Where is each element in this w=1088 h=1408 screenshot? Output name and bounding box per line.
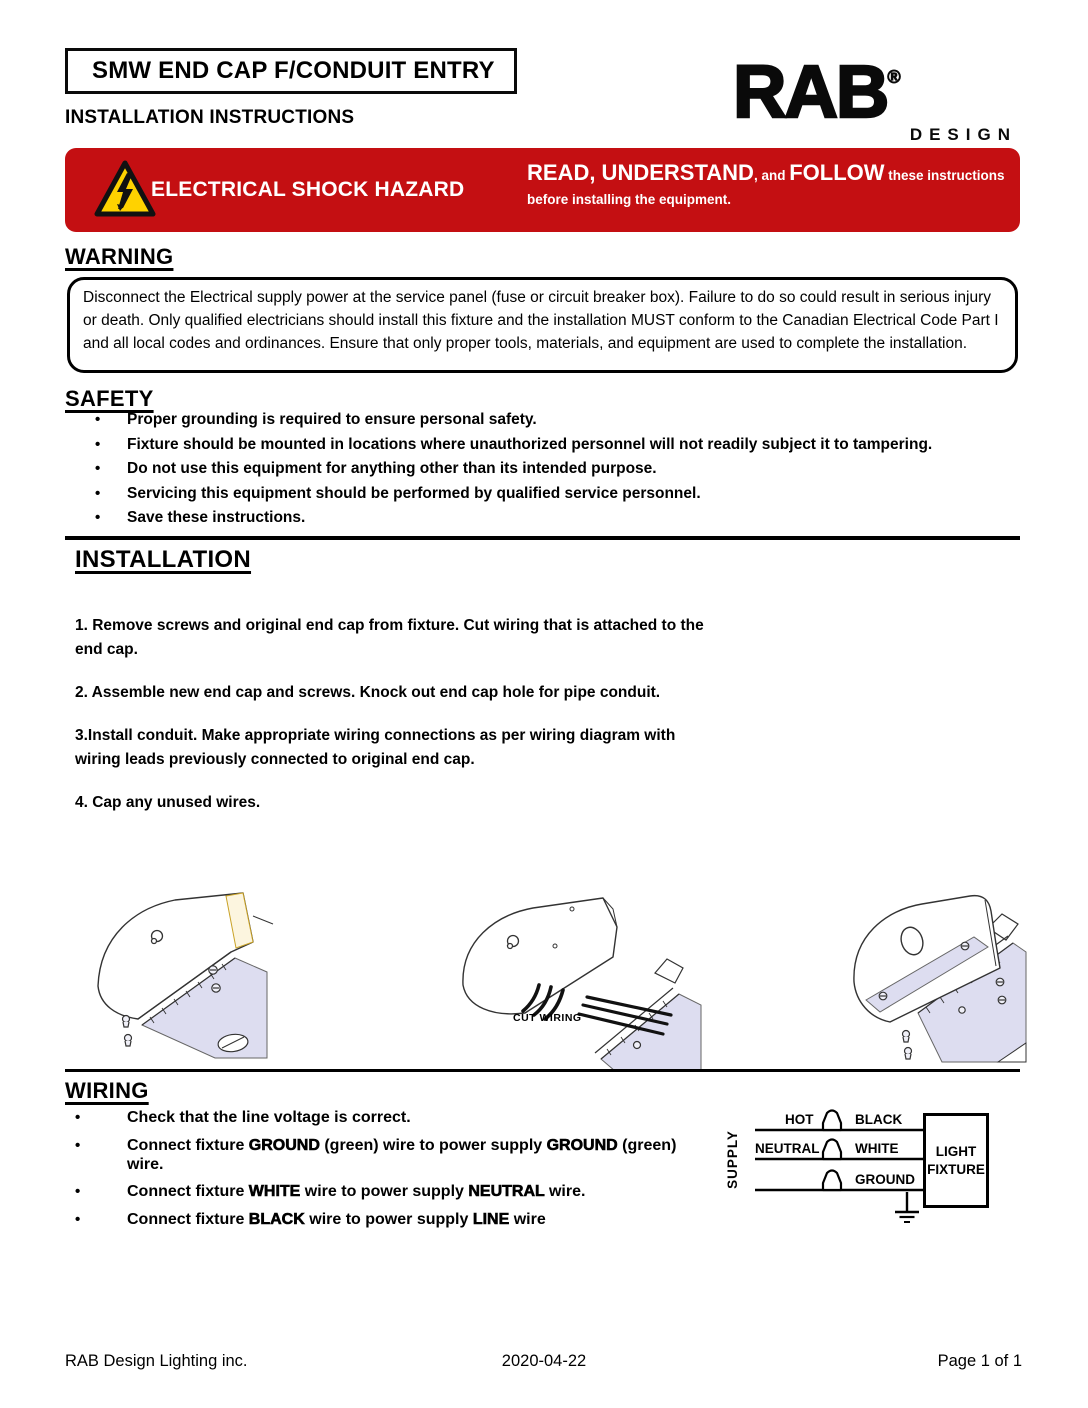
warning-box: Disconnect the Electrical supply power at the service panel (fuse or circuit breaker box). Failure to do so could result in serious injury or death. Only qualified electricians should install this fixture and the installation MUST conform to the Canadian Electrical Code Part I and all local codes and ordinances. Ensure that only proper tools, materials, and equipment are used to complete the installation. [67, 277, 1018, 373]
product-title: SMW END CAP F/CONDUIT ENTRY [92, 57, 495, 84]
rab-logo-design-text: DESIGN [909, 125, 1017, 144]
wiring-item [75, 1108, 695, 1127]
installation-steps [75, 614, 720, 834]
safety-item [95, 411, 1005, 429]
figure-cut-wiring [455, 893, 705, 1073]
registered-trademark-icon: ® [887, 67, 901, 87]
wiring-item [75, 1136, 695, 1174]
wiring-item-text: Connect fixture GROUND (green) wire to power supply GROUND (green) wire. [127, 1136, 677, 1173]
rab-logo-wordmark [733, 40, 1023, 133]
safety-item-text: Servicing this equipment should be performed by qualified service personnel. [127, 484, 701, 502]
wiring-item-text: Connect fixture BLACK wire to power supply LINE wire [127, 1210, 546, 1228]
installation-step: 3.Install conduit. Make appropriate wiring connections as per wiring diagram with wiring leads previously connected to original end cap. [75, 727, 676, 768]
hazard-and: , and [753, 168, 790, 183]
installation-step: 2. Assemble new end cap and screws. Knock out end cap hole for pipe conduit. [75, 684, 661, 701]
footer-company: RAB Design Lighting inc. [65, 1352, 248, 1370]
electric-shock-warning-icon [93, 159, 157, 219]
installation-heading: INSTALLATION [75, 546, 252, 573]
bullet-icon [95, 411, 100, 429]
wiring-item-text: Check that the line voltage is correct. [127, 1109, 411, 1126]
safety-item-text: Fixture should be mounted in locations where unauthorized personnel will not readily subject it to tampering. [127, 435, 933, 453]
doc-subtitle: INSTALLATION INSTRUCTIONS [65, 107, 355, 128]
bullet-icon [75, 1136, 80, 1155]
supply-label: SUPPLY [724, 1130, 740, 1189]
wiring-item [75, 1210, 695, 1229]
bullet-icon [75, 1182, 80, 1201]
safety-heading: SAFETY [65, 386, 154, 411]
bullet-icon [95, 509, 100, 527]
hazard-line2: before installing the equipment. [527, 192, 732, 207]
safety-item [95, 436, 1005, 454]
ground-label: GROUND [855, 1172, 915, 1187]
hazard-read-understand: READ, UNDERSTAND [527, 160, 754, 185]
footer-date: 2020-04-22 [501, 1352, 587, 1370]
wiring-item [75, 1182, 695, 1201]
bullet-icon [95, 460, 100, 478]
product-title-box [65, 48, 517, 94]
wiring-list [75, 1108, 695, 1237]
light-fixture-line2: FIXTURE [927, 1161, 985, 1177]
safety-list [95, 411, 1005, 534]
installation-step: 1. Remove screws and original end cap from fixture. Cut wiring that is attached to the end cap. [75, 617, 704, 658]
hot-label: HOT [785, 1112, 814, 1127]
white-label: WHITE [855, 1141, 899, 1156]
section-divider [65, 1069, 1020, 1072]
light-fixture-line1: LIGHT [935, 1143, 977, 1159]
hazard-rest: these instructions [884, 168, 1005, 183]
safety-item [95, 509, 1005, 527]
cut-wiring-label: CUT WIRING [513, 1012, 582, 1024]
rab-logo [733, 40, 1023, 145]
warning-heading: WARNING [65, 244, 174, 269]
safety-item-text: Do not use this equipment for anything other than its intended purpose. [127, 460, 657, 477]
figure-cut-wiring-drawing [455, 893, 705, 1073]
installation-step: 4. Cap any unused wires. [75, 794, 261, 811]
wiring-heading: WIRING [65, 1078, 149, 1103]
figure-remove-endcap-drawing [95, 886, 275, 1066]
hazard-banner-label: ELECTRICAL SHOCK HAZARD [151, 178, 465, 201]
hazard-banner [65, 148, 1020, 232]
bullet-icon [75, 1108, 80, 1127]
bullet-icon [95, 436, 100, 454]
wiring-item-text: Connect fixture WHITE wire to power supply NEUTRAL wire. [127, 1183, 586, 1200]
light-fixture-box [923, 1113, 989, 1208]
bullet-icon [75, 1210, 80, 1229]
footer-page-number: Page 1 of 1 [937, 1352, 1022, 1370]
neutral-label: NEUTRAL [755, 1141, 820, 1156]
bullet-icon [95, 485, 100, 503]
safety-item-text: Save these instructions. [127, 509, 306, 526]
wiring-diagram [715, 1090, 1033, 1240]
safety-item-text: Proper grounding is required to ensure personal safety. [127, 411, 537, 428]
rab-logo-text: RAB [733, 50, 888, 133]
figure-install-new-endcap-drawing [850, 886, 1032, 1070]
safety-item [95, 460, 1005, 478]
section-divider [65, 536, 1020, 540]
hazard-banner-instructions [527, 160, 1012, 208]
black-label: BLACK [855, 1112, 903, 1127]
safety-item [95, 485, 1005, 503]
hazard-follow: FOLLOW [789, 160, 885, 185]
